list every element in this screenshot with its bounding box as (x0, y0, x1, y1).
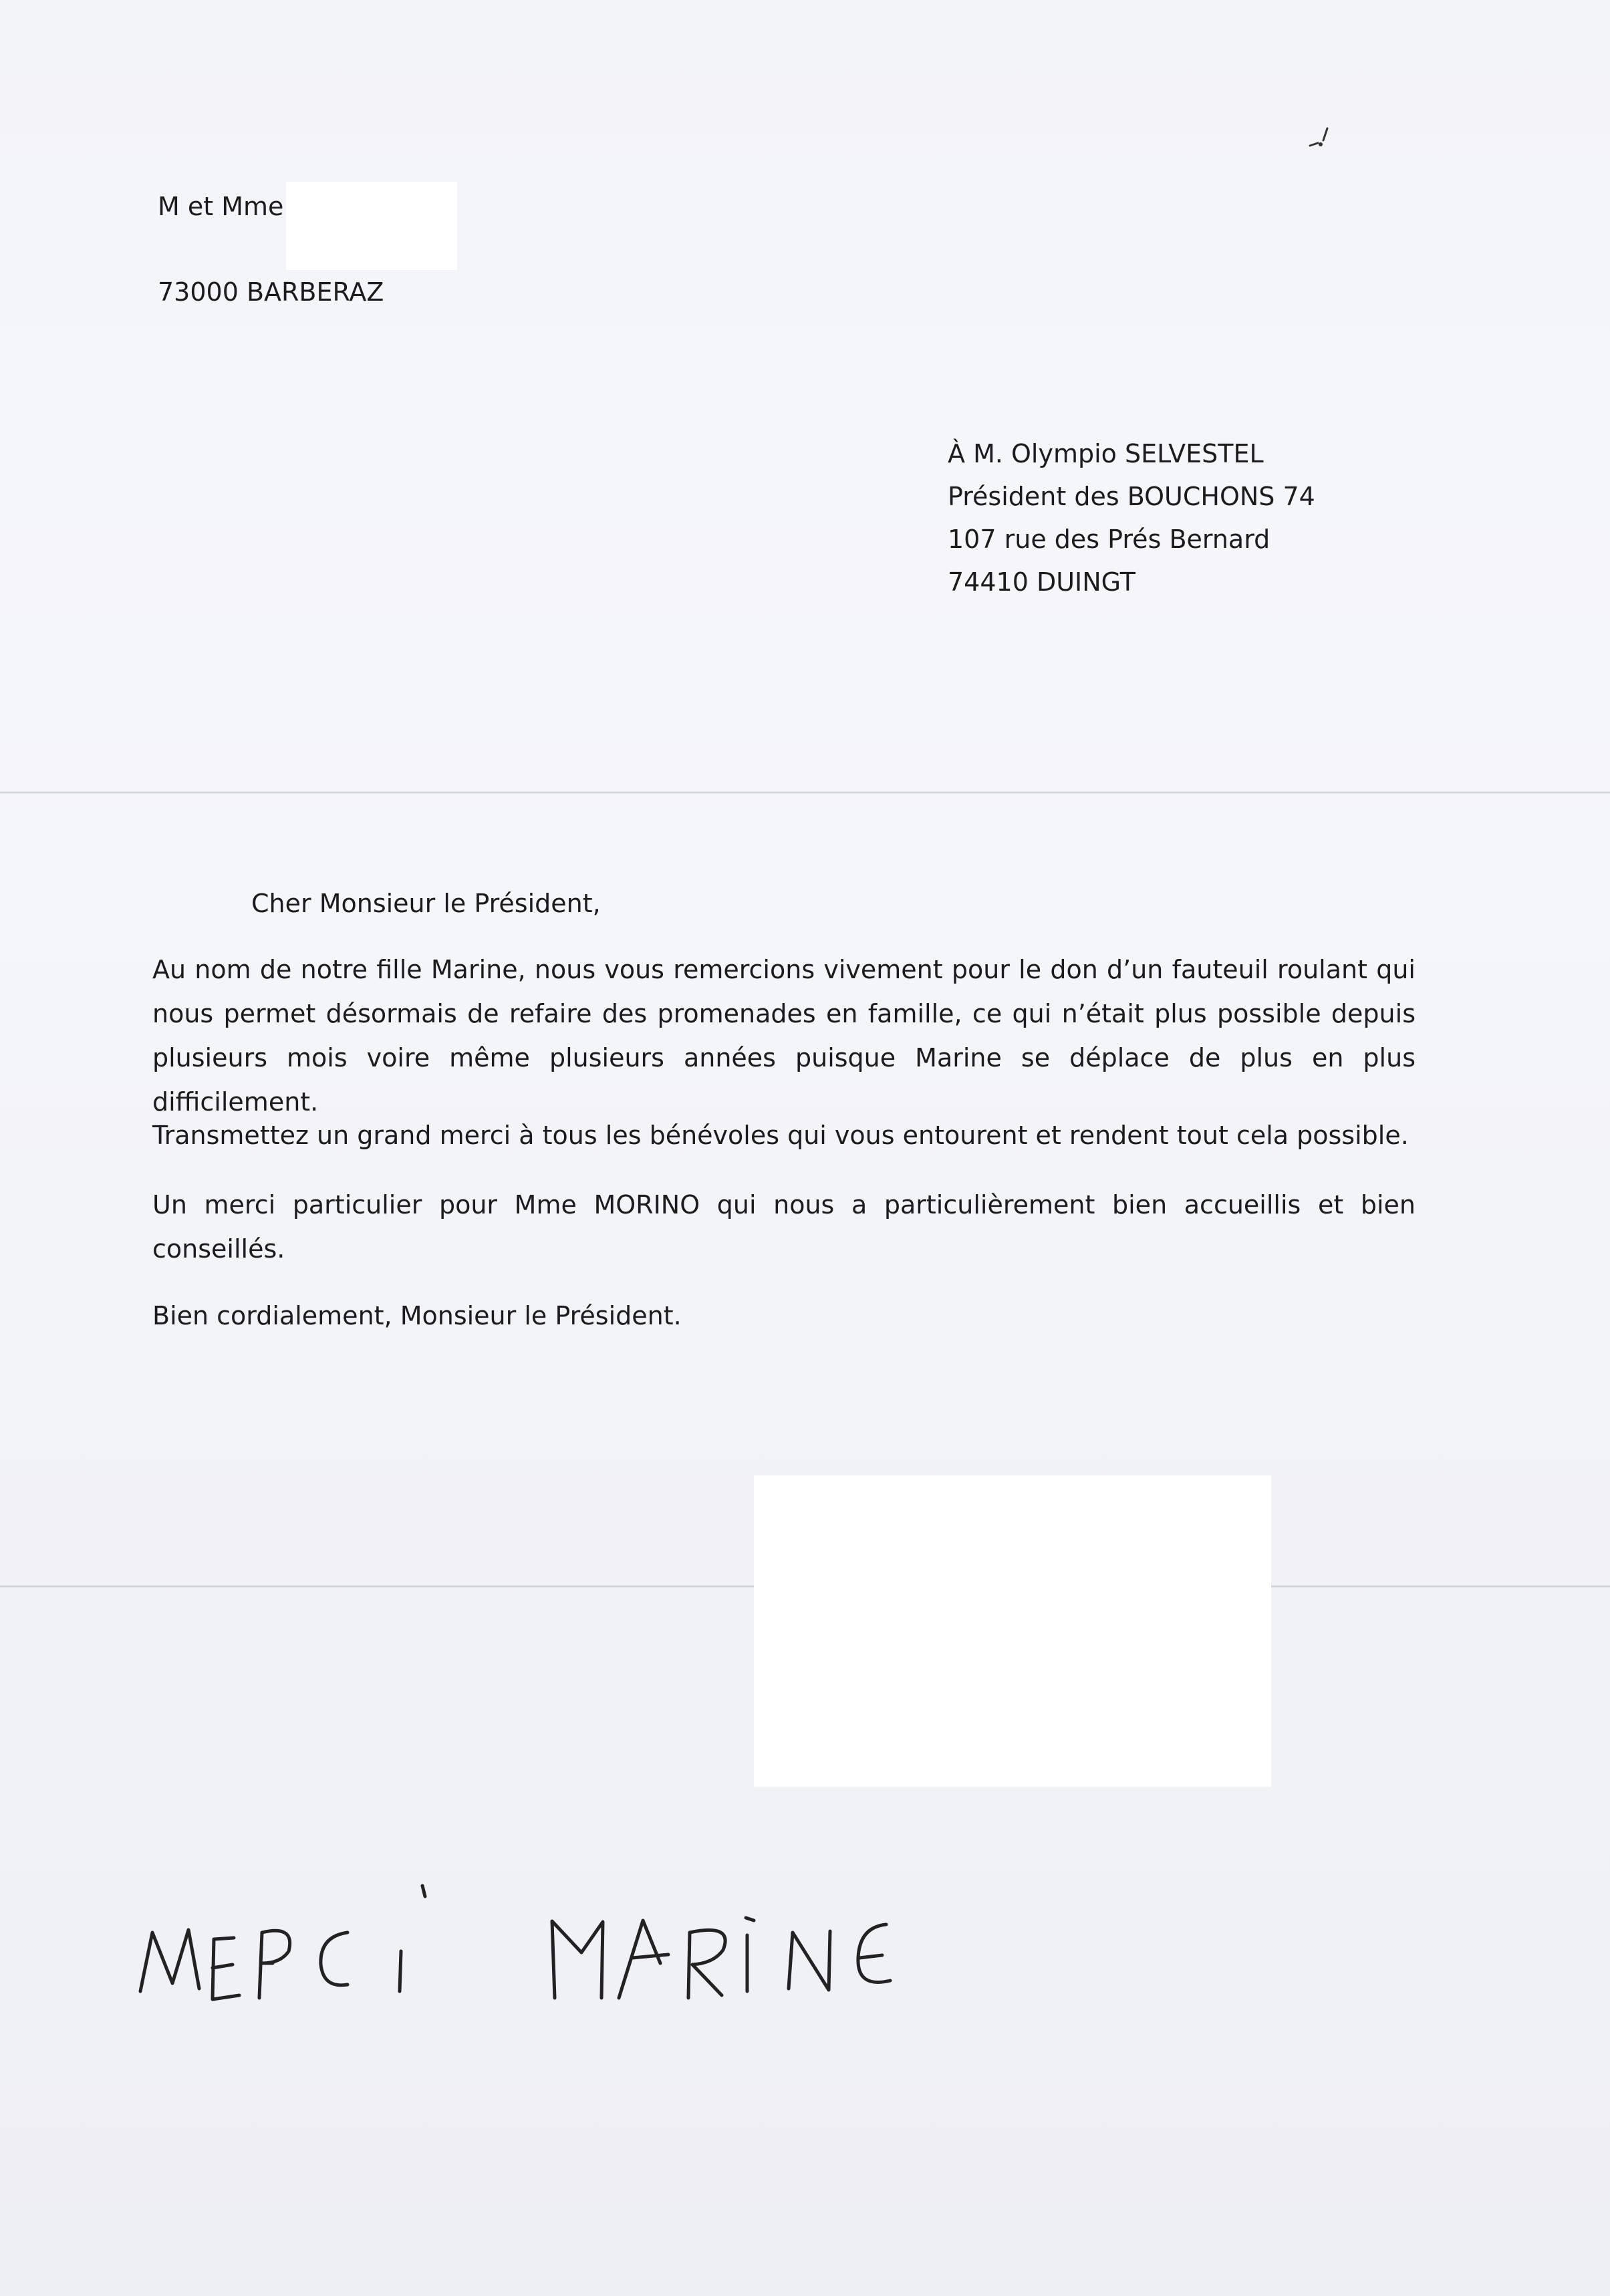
ink-speck-mark (1303, 120, 1343, 154)
letter-paragraph-volunteers: Transmettez un grand merci à tous les bénévoles qui vous entourent et rendent tout cela possible. (152, 1121, 1409, 1150)
recipient-city-line: 74410 DUINGT (948, 567, 1135, 597)
recipient-street-line: 107 rue des Prés Bernard (948, 525, 1270, 554)
recipient-name-line: À M. Olympio SELVESTEL (948, 439, 1264, 468)
sender-city-line: 73000 BARBERAZ (158, 277, 384, 307)
letter-paragraph-special-thanks: Un merci particulier pour Mme MORINO qui nous a particulièrement bien accueillis et bien conseillés. (152, 1190, 1416, 1264)
redacted-signature-block (754, 1475, 1271, 1787)
letter-closing: Bien cordialement, Monsieur le Président. (152, 1301, 682, 1330)
recipient-title-line: Président des BOUCHONS 74 (948, 482, 1315, 511)
paper-fold-line (0, 791, 1610, 794)
redacted-sender-name (286, 182, 457, 270)
letter-paragraph-thanks: Au nom de notre fille Marine, nous vous remercions vivement pour le don d’un fauteuil roulant qui nous permet désormais de refaire des promenades en famille, ce qui n’était plus possible depuis plusieurs mois voire même plusieurs années puisque Marine se déplace de plus en plus difficilement. (152, 955, 1416, 1117)
handwritten-note-merci-marine (120, 1858, 989, 2011)
sender-name-line: M et Mme (158, 192, 284, 221)
letter-salutation: Cher Monsieur le Président, (251, 889, 601, 918)
